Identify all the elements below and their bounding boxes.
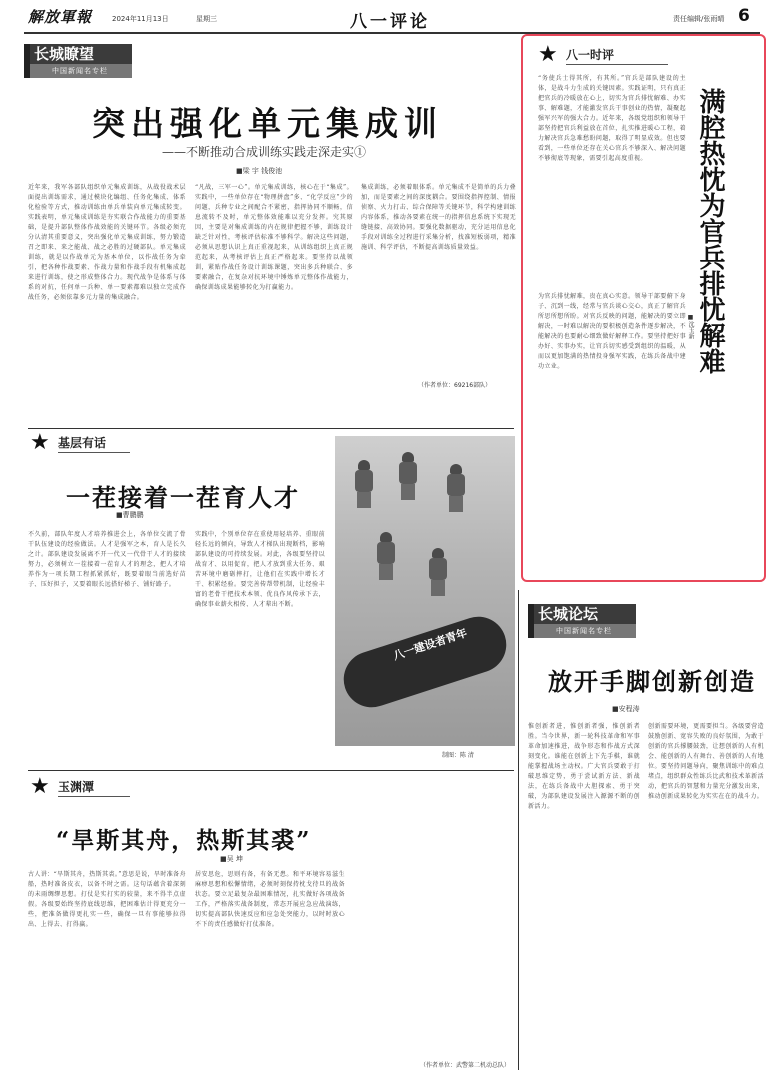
fourth-col-1: 惟创新者进，惟创新者强，惟创新者胜。当今世界，新一轮科技革命和军事革命加速推进，战争形态和作战方式深刻变化。谁能在创新上下先手棋，谁就能掌握战场主动权。广大官兵要敢于打破思维定势，勇于尝试新方法、新战法，在练兵备战中大胆探索、勇于突破，为部队建设发展注入源源不断的创新活力。: [528, 723, 640, 810]
commentary-headline: 满腔热忱为官兵排忧解难: [695, 88, 725, 374]
illustration-caption-label: 八一建设者青年: [391, 626, 469, 663]
fourth-byline: ■安程涛: [612, 705, 640, 713]
star-icon: ★: [30, 774, 50, 799]
illustration-photo: [335, 436, 515, 746]
section-title: 八一评论: [350, 12, 430, 32]
masthead: [0, 0, 784, 34]
illustration-credit: 制图：陈 清: [442, 752, 474, 759]
section-divider-2: [28, 770, 514, 771]
section-divider-1: [28, 428, 514, 429]
main-byline: ■梁 宇 钱俊池: [236, 167, 283, 175]
changcheng-forum-banner: [528, 604, 636, 638]
page-number: 6: [738, 6, 750, 26]
commentary-body-bottom: 为官兵排忧解难，贵在真心实意。领导干部要俯下身子、沉到一线，经常与官兵谈心交心，真正了解官兵所思所想所盼。对官兵反映的问题，能解决的要立即解决，一时难以解决的要积极创造条件逐步解决，不能解决的也要耐心细致做好解释工作。要坚持把好事办好、实事办实，让官兵切实感受到组织的温暖，从而以更加饱满的热情投身强军实践，在练兵备战中建功立业。: [538, 293, 686, 370]
jiceng-header: [30, 432, 130, 454]
third-col-2: 居安思危，思则有备，有备无患。和平环境容易滋生麻痹思想和松懈情绪，必须时刻保持枕戈待旦的战备状态。要立足最复杂最困难情况，扎实做好各项战备工作，严格落实战备制度，常态开展应急应战演练，切实提高部队快速反应和应急处突能力，以时时放心不下的责任感做好打仗准备。: [195, 871, 345, 928]
star-icon: ★: [30, 430, 50, 455]
banner-title: 长城瞭望: [34, 45, 95, 63]
commentary-tag: 八一时评: [566, 48, 615, 62]
main-subheadline: ——不断推动合成训练实践走深走实①: [162, 145, 367, 159]
main-headline: 突出强化单元集成训: [92, 104, 443, 143]
banner-subtitle: 中国新闻名专栏: [52, 67, 108, 75]
third-byline: ■吴 坤: [220, 855, 243, 863]
soldier-figure: [397, 452, 419, 500]
second-col-2: 实践中，个别单位存在重使用轻培养、重眼前轻长远的倾向，导致人才梯队出现断档，影响部队建设的可持续发展。对此，各级要坚持以战育才、以用促育，把人才放到重大任务、艰苦环境中磨砺摔打，让他们在实践中增长才干、积累经验。要完善传帮带机制，让经验丰富的老骨干把技术本领、优良作风传承下去，确保事业薪火相传、人才辈出不断。: [195, 531, 325, 608]
yuyuantan-label: 玉渊潭: [58, 780, 95, 794]
soldier-figure: [353, 460, 375, 508]
third-col-1: 古人讲：“旱斯其舟，热斯其裘。”意思是说，旱时准备舟船，热时准备皮衣，以备不时之需。这句话蕴含着深刻的未雨绸缪思想。打仗是实打实的较量，来不得半点虚假。各级要始终坚持底线思维，把困难估计得更充分一些，把准备做得更扎实一些，确保一旦有事能够拉得出、上得去、打得赢。: [28, 871, 186, 928]
fourth-headline: 放开手脚创新创造: [548, 667, 756, 696]
column-divider-right: [518, 590, 519, 1070]
newspaper-logo: 解放軍報: [28, 8, 93, 26]
jiceng-label: 基层有话: [58, 436, 107, 450]
yuyuantan-header: [30, 776, 130, 798]
commentary-byline: ■沈玉新: [687, 314, 694, 339]
main-col-3: 集成训练，必须着眼体系。单元集成不是简单的兵力叠加，而是要素之间的深度耦合。要围绕指挥控制、情报侦察、火力打击、综合保障等关键环节，科学构建训练内容体系，推动各要素在统一的指挥信息系统下实现无缝链接、高效协同。要强化数据驱动，充分运用信息化手段对训练全过程进行采集分析，找准短板弱项，精准施训、科学评估，不断提高训练质量效益。: [361, 184, 516, 251]
issue-date: 2024年11月13日: [112, 15, 169, 23]
second-byline: ■曹鹏鹏: [116, 511, 144, 519]
page-editor: 责任编辑/张雨晴: [673, 15, 725, 23]
third-end-note: （作者单位：武警第二机动总队）: [420, 1062, 511, 1069]
changcheng-banner: [24, 44, 132, 78]
commentary-body-top: “务使兵士得其所，有其所。”官兵是部队建设的主体，是战斗力生成的关键因素。实践证明，只有真正把官兵的冷暖放在心上，切实为官兵排忧解难、办实事、解难题，才能激发官兵干事创业的热情，凝聚起强军兴军的强大合力。近年来，各级党组织和领导干部坚持把官兵利益放在首位，扎实推进暖心工程，着力解决官兵急难愁盼问题，取得了明显成效。但也要看到，一些单位还存在关心官兵不够深入、解决问题不够彻底等现象，需要引起高度重视。: [538, 75, 686, 162]
commentary-tag-header: [538, 44, 668, 66]
forum-banner-title: 长城论坛: [538, 605, 599, 623]
fourth-col-2: 创新需要环境，更需要担当。各级要营造鼓励创新、宽容失败的良好氛围，为敢于创新的官兵撑腰鼓劲，让想创新的人有机会、能创新的人有舞台、善创新的人有地位。要坚持问题导向，聚焦训练中的难点堵点，组织群众性练兵比武和技术革新活动，把官兵的智慧和力量充分激发出来，推动创新成果转化为实实在在的战斗力。: [648, 723, 764, 800]
main-col-1: 近年来，我军各部队组织单元集成训练，从战役战术层面提出训练需求，通过模块化编组、任务化集成、体系化检验等方式，推动训练由单兵单装向单元集成转变。实践表明，单元集成训练是夯实联合作战能力的重要基础，是提升部队整体作战效能的关键环节。各级必须充分认清其重要意义，突出强化单元集成训练，努力锻造召之即来、来之能战、战之必胜的过硬部队。单元集成训练，就是以作战单元为基本单位，以作战任务为牵引，把各种作战要素、作战力量和作战手段有机集成起来进行训练，使之形成整体合力。现代战争是体系与体系的对抗，任何单一兵种、单一要素都难以独立完成作战任务，必须依靠多元力量的集成融合。: [28, 184, 186, 301]
forum-banner-subtitle: 中国新闻名专栏: [556, 627, 612, 635]
soldier-figure: [427, 548, 449, 596]
second-col-1: 不久前，部队年度人才培养推进会上，各单位交流了骨干队伍建设的经验做法。人才是强军之本，育人是长久之计。部队建设发展离不开一代又一代骨干人才的接续努力，必须树立一茬接着一茬育人才的理念，把人才培养作为一项长期工程抓紧抓好，既要着眼当前选好苗子、压好担子，又要着眼长远搭好梯子、铺好路子。: [28, 531, 186, 588]
third-headline: “旱斯其舟，热斯其裘”: [56, 827, 312, 854]
second-headline: 一茬接着一茬育人才: [66, 483, 300, 512]
main-col-2: “凡战，三军一心”。单元集成训练，核心在于“集成”。实践中，一些单位存在“物理拼盘”多、“化学反应”少的问题，兵种专业之间配合不紧密，指挥协同不顺畅，信息流转不及时，单元整体效能难以充分发挥。究其原因，主要是对集成训练的内在规律把握不够，训练设计缺乏针对性，考核评估标准不够科学。解决这些问题，必须从思想认识上真正重视起来，从训练组织上真正规范起来，从考核评估上真正严格起来。要坚持以战领训，紧贴作战任务设计训练课题，突出多兵种联合、多要素融合，在复杂对抗环境中锤炼单元整体作战能力，确保训练成果能够转化为打赢能力。: [195, 184, 353, 291]
star-icon: ★: [538, 42, 558, 67]
soldier-figure: [375, 532, 397, 580]
soldier-figure: [445, 464, 467, 512]
main-end-note: （作者单位：69216部队）: [418, 382, 492, 389]
issue-weekday: 星期三: [196, 15, 217, 23]
